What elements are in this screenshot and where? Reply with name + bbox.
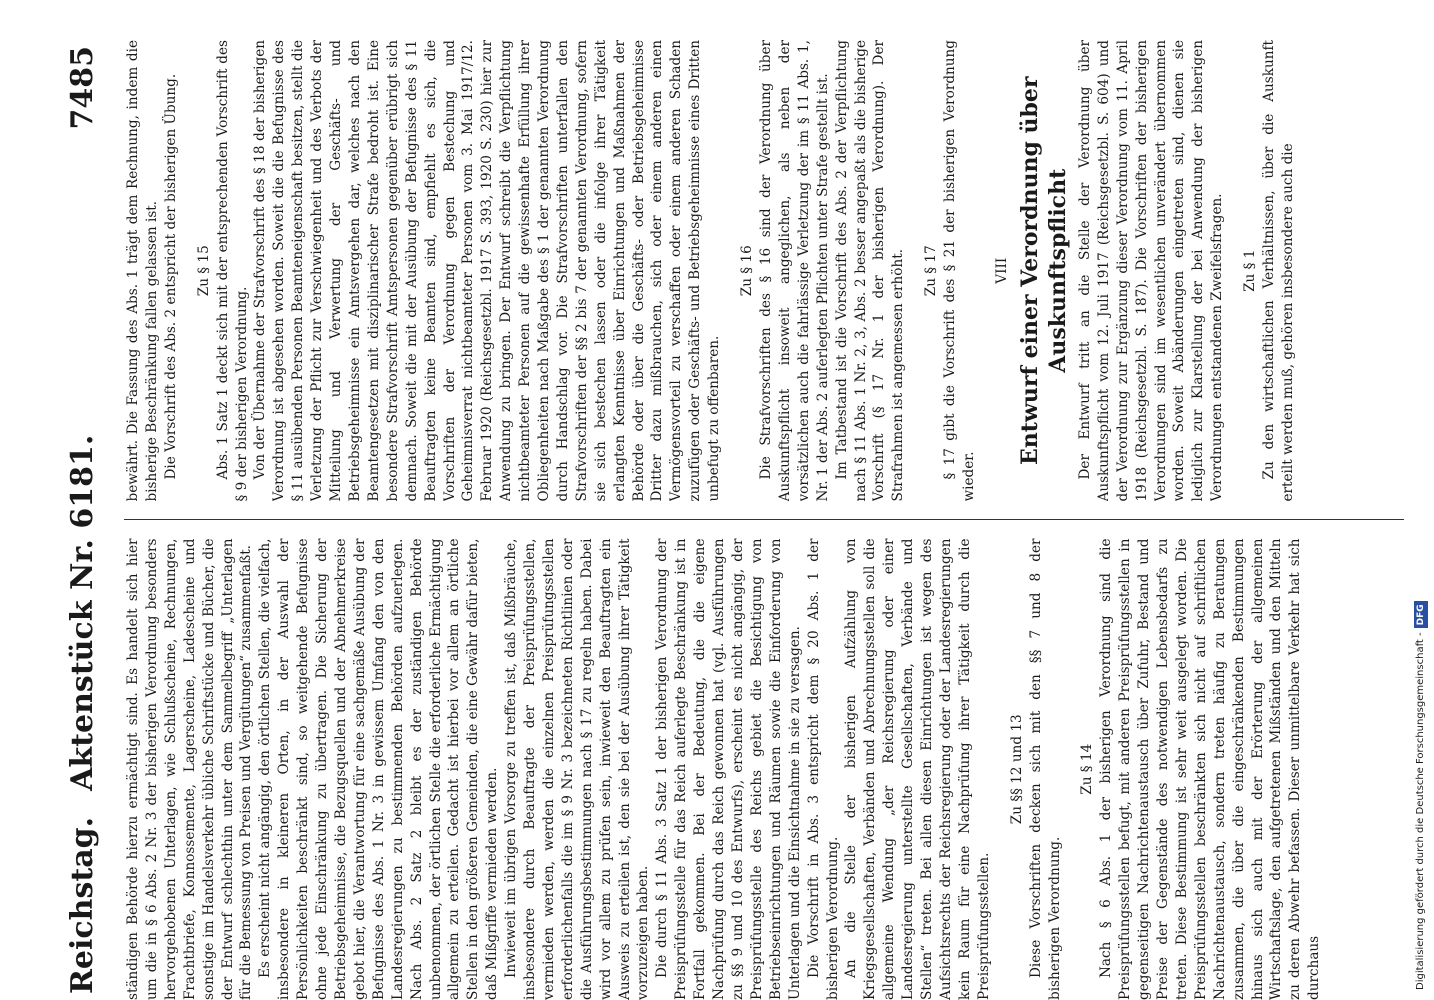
page-number: 7485	[64, 46, 100, 130]
section-heading: Zu § 17	[923, 245, 940, 297]
paragraph: Nach § 6 Abs. 1 der bisherigen Verordnung sind die Preisprüfungsstellen befugt, mit anderen Preisprüfungsstellen in gegenseitigen Nachrichtenaustausch über Zufuhr, Bestand und Preise der Gegenstände des notwendigen Lebensbedarfs zu treten. Diese Bestimmung ist sehr weit ausgelegt worden. Die Preisprüfungsstellen beschränkten sich nicht auf schriftlichen Nachrichtenaustausch, sondern treten häufig zu Beratungen zusammen, die über die eingeschränkenden Bestimmungen hinaus sich auch mit der Erörterung der allgemeinen Wirtschaftslage, den aufgetretenen Mißständen und den Mitteln zu deren Abwehr befassen. Dieser unmittelbare Verkehr hat sich durchaus	[1098, 538, 1323, 1000]
paragraph: Abs. 1 Satz 1 deckt sich mit der entsprechenden Vorschrift des § 9 der bisherigen Verordnung.	[214, 40, 250, 502]
paragraph: Zu den wirtschaftlichen Verhältnissen, über die Auskunft erteilt werden muß, gehören insbesondere auch die	[1261, 40, 1296, 502]
paragraph-spacer	[724, 40, 734, 502]
paragraph: ständigen Behörde hierzu ermächtigt sind. Es handelt sich hier um die in § 6 Abs. 2 Nr. 3 der bisherigen Verordnung besonders hervorgehobenen Unterlagen, wie Schlußscheine, Rechnungen, Frachtbriefe, Konnossemente, Lagerscheine, Ladescheine und sonstige im Handelsverkehr übliche Schriftstücke und Bücher, die der Entwurf schlechthin unter dem Sammelbegriff „Unterlagen für die Bemessung von Preisen und Vergütungen“ zusammenfaßt.	[125, 538, 255, 1000]
column-divider	[124, 520, 1404, 521]
paragraph: Diese Vorschriften decken sich mit den §§ 7 und 8 der bisherigen Verordnung.	[1027, 538, 1063, 1000]
column-right	[124, 40, 1404, 502]
section-heading: Zu § 15	[195, 245, 212, 297]
paragraph-spacer	[181, 40, 191, 502]
paragraph-spacer	[1227, 40, 1237, 502]
paragraph: bewährt. Die Fassung des Abs. 1 trägt dem Rechnung, indem die bisherige Beschränkung fallen gelassen ist.	[125, 40, 160, 502]
document-number: Aktenstück Nr. 6181.	[64, 434, 100, 791]
paragraph: Die Vorschrift des Abs. 2 entspricht der bisherigen Übung.	[162, 73, 179, 480]
section-heading: Zu § 16	[739, 245, 756, 297]
paragraph: Im Tatbestand ist die Vorschrift des Abs. 2 der Verpflichtung nach § 11 Abs. 1 Nr. 2, 3, Abs. 2 besser angepaßt als die bisherige Vorschrift (§ 17 Nr. 1 der bisherigen Verordnung). Der Strafrahmen ist angemessen erhöht.	[833, 40, 907, 502]
chapter-title: Entwurf einer Verordnung über Auskunftspflicht	[1016, 76, 1071, 465]
document-page	[50, 40, 1410, 1000]
section-heading: VIII	[993, 257, 1010, 284]
column-left	[124, 539, 1404, 1000]
page-header	[50, 40, 114, 1000]
paragraph: Der Entwurf tritt an die Stelle der Verordnung über Auskunftspflicht vom 12. Juli 1917 (Reichsgesetzbl. S. 604) und der Verordnung zur Ergänzung dieser Verordnung vom 11. April 1918 (Reichsgesetzbl. S. 187). Die Vorschriften der bisherigen Verordnungen sind im wesentlichen unverändert übernommen worden. Soweit Abänderungen eingetreten sind, dienen sie lediglich zur Klarstellung der bei Anwendung der bisherigen Verordnungen entstandenen Zweifelsfragen.	[1076, 40, 1226, 502]
paragraph: Es erscheint nicht angängig, den örtlichen Stellen, die vielfach, insbesondere in kleineren Orten, in der Auswahl der Persönlichkeiten beschränkt sind, so weitgehende Befugnisse ohne jede Einschränkung zu übertragen. Die Sicherung der Betriebsgeheimnisse, die Bezugsquellen und der Abnehmerkreise gebot hier, die Verantwortung für eine sachgemäße Ausübung der Befugnisse des Abs. 1 Nr. 3 in gewissem Umfang den von den Landesregierungen zu bestimmenden Behörden aufzuerlegen. Nach Abs. 2 Satz 2 bleibt es der zuständigen Behörde unbenommen, der örtlichen Stelle die erforderliche Ermächtigung allgemein zu erteilen. Gedacht ist hierbei vor allem an örtliche Stellen in den größeren Gemeinden, die eine Gewähr dafür bieten, daß Mißgriffe vermieden werden.	[257, 538, 501, 1000]
paragraph: Die Vorschrift in Abs. 3 entspricht dem § 20 Abs. 1 der bisherigen Verordnung.	[805, 538, 841, 1000]
section-heading: Zu §§ 12 und 13	[1008, 714, 1025, 825]
publisher-title: Reichstag.	[64, 816, 100, 994]
dfg-logo: DFG	[1414, 601, 1428, 628]
section-heading: Zu § 14	[1079, 743, 1096, 795]
digitization-note	[1410, 10, 1432, 990]
paragraph: An die Stelle der bisherigen Aufzählung von Kriegsgesellschaften, Verbänden und Abrechnungsstellen soll die allgemeine Wendung „der Reichsregierung oder einer Landesregierung unterstellte Gesellschaften, Verbände und Stellen“ treten. Bei allen diesen Einrichtungen ist wegen des Aufsichtsrechts der Reichsregierung oder der Landesregierungen kein Raum für eine Nachprüfung ihrer Tätigkeit durch die Preisprüfungsstellen.	[843, 538, 992, 1000]
paragraph: Inwieweit im übrigen Vorsorge zu treffen ist, daß Mißbräuche, insbesondere durch Beauftragte der Preisprüfungsstellen, vermieden werden, werden die einzelnen Preisprüfungsstellen erforderlichenfalls die im § 9 Nr. 3 bezeichneten Richtlinien oder die Ausführungsbestimmungen nach § 17 zu regeln haben. Dabei wird vor allem zu prüfen sein, inwieweit den Beauftragten ein Ausweis zu erteilen ist, den sie bei der Ausübung ihrer Tätigkeit vorzuzeigen haben.	[503, 538, 652, 1000]
paragraph-spacer	[979, 40, 989, 502]
paragraph-spacer	[1064, 539, 1074, 1000]
section-heading: Zu § 1	[1242, 249, 1259, 292]
paragraph-spacer	[908, 40, 918, 502]
paragraph: § 17 gibt die Vorschrift des § 21 der bisherigen Verordnung wieder.	[942, 40, 978, 502]
paragraph-spacer	[994, 539, 1004, 1000]
digitization-text: Digitalisierung gefördert durch die Deutsche Forschungsgemeinschaft -	[1415, 632, 1426, 990]
paragraph: Von der Übernahme der Strafvorschrift des § 18 der bisherigen Verordnung ist abgesehen worden. Soweit die die Befugnisse des § 11 ausübenden Personen Beamteneigenschaft besitzen, stellt die Verletzung der Pflicht zur Verschwiegenheit und des Verbots der Mitteilung und Verwertung der Geschäfts- und Betriebsgeheimnisse ein Amtsvergehen dar, welches nach den Beamtengesetzen mit disziplinarischer Strafe bedroht ist. Eine besondere Strafvorschrift Amtspersonen gegenüber erübrigt sich demnach. Soweit die mit der Ausübung der Befugnisse des § 11 Beauftragten keine Beamten sind, empfiehlt es sich, die Vorschriften der Verordnung gegen Bestechung und Geheimnisverrat nichtbeamteter Personen vom 3. Mai 1917/12. Februar 1920 (Reichsgesetzbl. 1917 S. 393, 1920 S. 230) hier zur Anwendung zu bringen. Der Entwurf schreibt die Verpflichtung nichtbeamteter Personen auf die gewissenhafte Erfüllung ihrer Obliegenheiten nach Maßgabe des § 1 der genannten Verordnung durch Handschlag vor. Die Strafvorschriften unterfallen den Strafvorschriften der §§ 2 bis 7 der genannten Verordnung, sofern sie sich bestechen lassen oder die infolge ihrer Tätigkeit erlangten Kenntnisse über Einrichtungen und Maßnahmen der Behörde oder über die Geschäfts- oder Betriebsgeheimnisse Dritter dazu mißbrauchen, sich oder einem anderen einen Vermögensvorteil zu verschaffen oder einem anderen Schaden zuzufügen oder Geschäfts- und Betriebsgeheimnisse eines Dritten unbefugt zu offenbaren.	[252, 40, 723, 502]
text-columns	[124, 40, 1404, 1000]
paragraph: Die Strafvorschriften des § 16 sind der Verordnung über Auskunftspflicht insoweit angeglichen, als neben der vorsätzlichen auch die fahrlässige Verletzung der im § 11 Abs. 1, Nr. 1 der Abs. 2 auferlegten Pflichten unter Strafe gestellt ist.	[758, 40, 831, 502]
paragraph: Die durch § 11 Abs. 3 Satz 1 der bisherigen Verordnung der Preisprüfungsstelle für das Reich auferlegte Beschränkung ist in Fortfall gekommen. Bei der Bedeutung, die die eigene Nachprüfung durch das Reich gewonnen hat (vgl. Ausführungen zu §§ 9 und 10 des Entwurfs), erscheint es nicht angängig, der Preisprüfungsstelle des Reichs gebiet die Besichtigung von Betriebseinrichtungen und Räumen sowie die Einforderung von Unterlagen und die Einsichtnahme in sie zu versagen.	[654, 538, 803, 1000]
